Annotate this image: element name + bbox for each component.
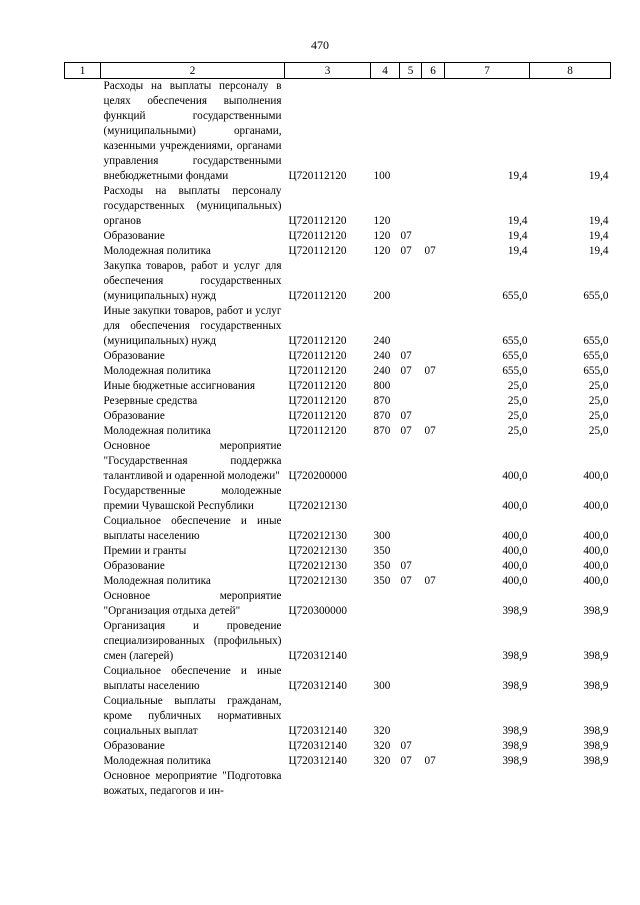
row-col-6 (422, 619, 445, 664)
row-col-5 (400, 304, 422, 349)
row-col-4: 320 (373, 740, 391, 752)
row-col-1 (65, 694, 101, 739)
table-body (65, 79, 611, 800)
row-name: Премии и гранты (103, 545, 187, 557)
row-col-7: 400,0 (502, 560, 528, 572)
row-col-4: 240 (373, 335, 391, 347)
row-col-1 (65, 259, 101, 304)
row-name: Образование (103, 740, 165, 752)
row-col-8: 400,0 (583, 500, 609, 512)
row-name: Молодежная политика (103, 755, 211, 767)
row-col-8: 655,0 (583, 365, 609, 377)
row-col-5 (400, 544, 422, 559)
row-col-5 (400, 79, 422, 185)
row-col-8: 655,0 (583, 350, 609, 362)
row-col-8: 398,9 (583, 680, 609, 692)
row-code (285, 769, 371, 799)
table-row (65, 259, 611, 304)
row-col-8: 19,4 (588, 215, 609, 227)
row-col-7: 400,0 (502, 545, 528, 557)
row-code: Ц720212130 (288, 500, 347, 512)
row-col-1 (65, 79, 101, 185)
row-col-4: 240 (373, 350, 391, 362)
table-row (65, 184, 611, 229)
table-row (65, 574, 611, 589)
row-col-1 (65, 619, 101, 664)
row-col-6 (422, 484, 445, 514)
row-col-6 (422, 349, 445, 364)
row-col-6 (422, 694, 445, 739)
row-col-8: 400,0 (583, 470, 609, 482)
table-row (65, 619, 611, 664)
table-row (65, 439, 611, 484)
row-name: Молодежная политика (103, 575, 211, 587)
row-col-1 (65, 244, 101, 259)
row-col-6 (422, 589, 445, 619)
row-col-4 (371, 439, 400, 484)
row-col-6: 07 (424, 365, 436, 377)
table-row (65, 664, 611, 694)
row-col-5: 07 (400, 410, 412, 422)
row-col-4: 120 (373, 245, 391, 257)
row-col-5 (400, 619, 422, 664)
row-name: Социальное обеспечение и иные выплаты населению (103, 665, 282, 692)
row-col-6 (422, 184, 445, 229)
row-name: Резервные средства (103, 395, 198, 407)
row-code: Ц720212130 (288, 560, 347, 572)
row-col-4 (371, 484, 400, 514)
row-col-6: 07 (424, 575, 436, 587)
row-col-6 (422, 409, 445, 424)
row-col-7: 398,9 (502, 740, 528, 752)
row-code: Ц720200000 (288, 470, 347, 482)
row-col-5 (400, 379, 422, 394)
row-code: Ц720112120 (288, 215, 347, 227)
row-code: Ц720312140 (288, 650, 347, 662)
row-col-8: 400,0 (583, 530, 609, 542)
header-col-3: 3 (285, 63, 371, 79)
table-row (65, 79, 611, 185)
row-code: Ц720112120 (288, 425, 347, 437)
row-col-8: 25,0 (588, 380, 609, 392)
row-col-1 (65, 409, 101, 424)
row-col-5: 07 (400, 560, 412, 572)
row-name: Образование (103, 560, 165, 572)
row-col-4 (371, 769, 400, 799)
page-number: 470 (311, 38, 329, 52)
row-col-6 (422, 544, 445, 559)
row-name: Государственные молодежные премии Чувашской Республики (103, 485, 282, 512)
row-col-5: 07 (400, 740, 412, 752)
row-col-4 (371, 589, 400, 619)
row-code: Ц720212130 (288, 575, 347, 587)
header-col-5: 5 (400, 63, 422, 79)
row-col-1 (65, 559, 101, 574)
row-col-4: 350 (373, 575, 391, 587)
row-col-1 (65, 739, 101, 754)
row-col-6 (422, 514, 445, 544)
table-row (65, 304, 611, 349)
row-col-1 (65, 184, 101, 229)
row-code: Ц720312140 (288, 740, 347, 752)
row-col-7: 25,0 (507, 380, 528, 392)
row-col-6 (422, 664, 445, 694)
row-name: Образование (103, 410, 165, 422)
row-col-5 (400, 589, 422, 619)
row-col-6 (422, 304, 445, 349)
row-col-6 (422, 259, 445, 304)
row-col-4: 200 (373, 290, 391, 302)
row-col-8: 398,9 (583, 605, 609, 617)
table-row (65, 364, 611, 379)
row-col-8 (530, 769, 611, 799)
row-name: Основное мероприятие "Подготовка вожатых, педагогов и ин- (103, 770, 282, 797)
row-col-7: 398,9 (502, 725, 528, 737)
row-name: Организация и проведение специализированных (профильных) смен (лагерей) (103, 620, 282, 662)
row-col-5: 07 (400, 575, 412, 587)
row-col-6 (422, 559, 445, 574)
row-col-7: 400,0 (502, 530, 528, 542)
row-col-7: 25,0 (507, 410, 528, 422)
row-col-1 (65, 769, 101, 799)
row-col-5 (400, 439, 422, 484)
row-col-6: 07 (424, 425, 436, 437)
table-header-row (65, 63, 611, 79)
row-col-8: 655,0 (583, 335, 609, 347)
row-name: Иные бюджетные ассигнования (103, 380, 255, 392)
row-name: Основное мероприятие "Государственная поддержка талантливой и одаренной молодежи" (103, 440, 282, 482)
row-col-7: 19,4 (507, 245, 528, 257)
row-col-4: 320 (373, 755, 391, 767)
row-col-5 (400, 514, 422, 544)
table-row (65, 484, 611, 514)
row-col-8: 400,0 (583, 575, 609, 587)
row-code: Ц720112120 (288, 410, 347, 422)
row-col-8: 25,0 (588, 395, 609, 407)
row-col-7: 25,0 (507, 425, 528, 437)
row-col-1 (65, 304, 101, 349)
row-col-8: 19,4 (588, 170, 609, 182)
row-col-1 (65, 424, 101, 439)
row-name: Социальное обеспечение и иные выплаты населению (103, 515, 282, 542)
row-col-4: 870 (373, 425, 391, 437)
row-col-4: 320 (373, 725, 391, 737)
row-name: Образование (103, 350, 165, 362)
row-code: Ц720112120 (288, 350, 347, 362)
row-col-5: 07 (400, 365, 412, 377)
header-col-4: 4 (371, 63, 400, 79)
row-name: Молодежная политика (103, 365, 211, 377)
table-row (65, 409, 611, 424)
row-col-7 (445, 769, 530, 799)
row-col-7: 400,0 (502, 575, 528, 587)
row-col-7: 398,9 (502, 605, 528, 617)
table-row (65, 514, 611, 544)
table-row (65, 379, 611, 394)
row-code: Ц720312140 (288, 755, 347, 767)
row-code: Ц720312140 (288, 725, 347, 737)
row-col-1 (65, 349, 101, 364)
table-row (65, 229, 611, 244)
row-col-7: 25,0 (507, 395, 528, 407)
row-col-8: 400,0 (583, 560, 609, 572)
table-row (65, 244, 611, 259)
row-name: Закупка товаров, работ и услуг для обеспечения государственных (муниципальных) нужд (103, 260, 282, 302)
row-col-5 (400, 664, 422, 694)
row-col-1 (65, 379, 101, 394)
row-col-4 (371, 619, 400, 664)
row-col-6 (422, 379, 445, 394)
row-col-5 (400, 484, 422, 514)
row-col-6 (422, 739, 445, 754)
row-col-5 (400, 694, 422, 739)
row-col-8: 19,4 (588, 230, 609, 242)
row-name: Молодежная политика (103, 425, 211, 437)
row-col-6 (422, 769, 445, 799)
row-col-4: 350 (373, 560, 391, 572)
row-code: Ц720112120 (288, 230, 347, 242)
row-col-7: 655,0 (502, 365, 528, 377)
table-row (65, 424, 611, 439)
row-code: Ц720112120 (288, 335, 347, 347)
row-col-6 (422, 394, 445, 409)
row-col-1 (65, 394, 101, 409)
row-col-5: 07 (400, 245, 412, 257)
row-col-1 (65, 439, 101, 484)
row-col-7: 19,4 (507, 230, 528, 242)
row-col-1 (65, 664, 101, 694)
row-col-7: 398,9 (502, 680, 528, 692)
row-col-4: 120 (373, 230, 391, 242)
row-code: Ц720212130 (288, 530, 347, 542)
row-col-7: 655,0 (502, 350, 528, 362)
row-col-1 (65, 364, 101, 379)
row-col-5 (400, 769, 422, 799)
header-col-8: 8 (530, 63, 611, 79)
row-col-8: 398,9 (583, 755, 609, 767)
row-col-5: 07 (400, 425, 412, 437)
row-col-1 (65, 484, 101, 514)
row-col-4: 350 (373, 545, 391, 557)
row-col-4: 800 (373, 380, 391, 392)
table-row (65, 694, 611, 739)
budget-table (64, 62, 611, 799)
row-col-1 (65, 544, 101, 559)
row-col-8: 19,4 (588, 245, 609, 257)
row-col-7: 655,0 (502, 290, 528, 302)
row-col-7: 398,9 (502, 650, 528, 662)
header-col-2: 2 (101, 63, 285, 79)
row-col-8: 398,9 (583, 740, 609, 752)
row-col-1 (65, 229, 101, 244)
row-col-5 (400, 259, 422, 304)
row-code: Ц720312140 (288, 680, 347, 692)
row-col-1 (65, 514, 101, 544)
row-col-8: 655,0 (583, 290, 609, 302)
row-col-5: 07 (400, 350, 412, 362)
row-col-7: 19,4 (507, 170, 528, 182)
row-col-4: 870 (373, 395, 391, 407)
table-row (65, 754, 611, 769)
row-col-6 (422, 439, 445, 484)
table-row (65, 394, 611, 409)
row-code: Ц720300000 (288, 605, 347, 617)
row-name: Молодежная политика (103, 245, 211, 257)
table-row (65, 769, 611, 799)
row-code: Ц720112120 (288, 170, 347, 182)
row-col-4: 300 (373, 530, 391, 542)
table-row (65, 589, 611, 619)
row-col-1 (65, 574, 101, 589)
row-col-4: 870 (373, 410, 391, 422)
row-name: Иные закупки товаров, работ и услуг для обеспечения государственных (муниципальных) нужд (103, 305, 282, 347)
row-col-6: 07 (424, 245, 436, 257)
row-code: Ц720112120 (288, 395, 347, 407)
row-name: Образование (103, 230, 165, 242)
row-col-8: 398,9 (583, 650, 609, 662)
row-name: Расходы на выплаты персоналу государственных (муниципальных) органов (103, 185, 282, 227)
header-col-1: 1 (65, 63, 101, 79)
header-col-6: 6 (422, 63, 445, 79)
table-row (65, 544, 611, 559)
table-row (65, 739, 611, 754)
row-col-1 (65, 754, 101, 769)
row-col-5 (400, 184, 422, 229)
row-col-7: 400,0 (502, 500, 528, 512)
row-code: Ц720212130 (288, 545, 347, 557)
table-row (65, 559, 611, 574)
row-col-7: 19,4 (507, 215, 528, 227)
row-col-7: 398,9 (502, 755, 528, 767)
table-row (65, 349, 611, 364)
row-code: Ц720112120 (288, 245, 347, 257)
row-col-6 (422, 79, 445, 185)
row-col-6 (422, 229, 445, 244)
row-col-6: 07 (424, 755, 436, 767)
row-col-5: 07 (400, 755, 412, 767)
row-code: Ц720112120 (288, 365, 347, 377)
row-col-1 (65, 589, 101, 619)
row-col-4: 120 (373, 215, 391, 227)
row-col-4: 100 (373, 170, 391, 182)
row-code: Ц720112120 (288, 290, 347, 302)
row-code: Ц720112120 (288, 380, 347, 392)
row-name: Расходы на выплаты персоналу в целях обеспечения выполнения функций государственными (муниципальными) органами, казенными учреждениями, органами управления государственными внебюджетными фондами (103, 80, 282, 182)
row-col-8: 25,0 (588, 425, 609, 437)
row-col-8: 25,0 (588, 410, 609, 422)
row-col-7: 400,0 (502, 470, 528, 482)
row-col-8: 400,0 (583, 545, 609, 557)
row-col-5 (400, 394, 422, 409)
row-name: Социальные выплаты гражданам, кроме публичных нормативных социальных выплат (103, 695, 282, 737)
row-col-8: 398,9 (583, 725, 609, 737)
row-col-4: 300 (373, 680, 391, 692)
row-col-4: 240 (373, 365, 391, 377)
row-col-5: 07 (400, 230, 412, 242)
header-col-7: 7 (445, 63, 530, 79)
row-name: Основное мероприятие "Организация отдыха детей" (103, 590, 282, 617)
row-col-7: 655,0 (502, 335, 528, 347)
